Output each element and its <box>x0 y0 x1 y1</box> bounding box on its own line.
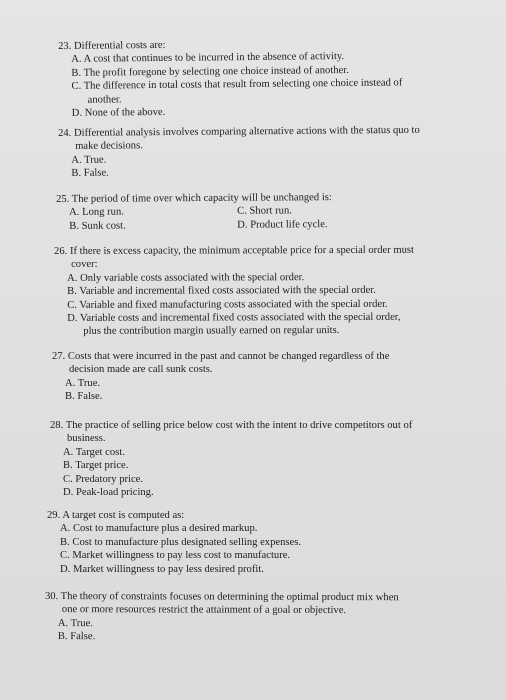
option-a: A. Cost to manufacture plus a desired markup. <box>60 523 258 535</box>
question-stem-continued: one or more resources restrict the attainment of a goal or objective. <box>61 604 347 617</box>
option-b: B. False. <box>57 631 96 643</box>
question-stem: 23. Differential costs are: <box>58 39 166 52</box>
option-d-continued: plus the contribution margin usually earned on regular units. <box>83 325 340 338</box>
option-b: B. Sunk cost. <box>69 220 126 232</box>
question-26 <box>54 244 414 339</box>
question-29 <box>47 509 301 576</box>
option-d: D. Variable costs and incremental fixed costs associated with the special order, <box>67 311 401 324</box>
option-a: A. True. <box>57 617 93 629</box>
question-stem: 25. The period of time over which capacity will be unchanged is: <box>56 192 332 205</box>
option-a: A. Long run. <box>69 206 124 219</box>
option-a: A. True. <box>65 377 101 389</box>
question-25 <box>56 191 332 233</box>
question-stem: 29. A target cost is computed as: <box>47 510 185 521</box>
question-30 <box>45 590 399 645</box>
option-b: B. False. <box>71 167 109 180</box>
option-a: A. Target cost. <box>63 446 125 458</box>
option-a: A. Only variable costs associated with the special order. <box>67 271 305 284</box>
option-c: C. Market willingness to pay less cost to manufacture. <box>60 550 291 562</box>
question-28 <box>50 419 412 499</box>
question-stem-continued: decision made are call sunk costs. <box>69 364 213 376</box>
option-c: C. Variable and fixed manufacturing costs associated with the special order. <box>67 298 388 311</box>
question-stem: 28. The practice of selling price below cost with the intent to drive competitors out of <box>50 420 413 431</box>
question-stem-continued: cover: <box>71 259 98 271</box>
question-stem: 27. Costs that were incurred in the past and cannot be changed regardless of the <box>52 351 390 362</box>
question-stem-continued: business. <box>67 433 106 445</box>
option-a: A. A cost that continues to be incurred in the absence of activity. <box>71 51 345 66</box>
question-stem: 26. If there is excess capacity, the minimum acceptable price for a special order must <box>54 244 415 257</box>
option-c-continued: another. <box>87 93 122 106</box>
option-c: C. The difference in total costs that result from selecting one choice instead of <box>71 77 403 93</box>
option-b: B. Variable and incremental fixed costs associated with the special order. <box>67 285 376 298</box>
question-24 <box>58 124 420 181</box>
option-c: C. Predatory price. <box>63 473 144 485</box>
question-stem-continued: make decisions. <box>75 140 143 153</box>
question-stem: 30. The theory of constraints focuses on determining the optimal product mix when <box>44 591 399 604</box>
question-27 <box>52 350 389 404</box>
option-b: B. Cost to manufacture plus designated selling expenses. <box>60 536 301 548</box>
option-a: A. True. <box>71 154 107 166</box>
question-23 <box>58 36 403 120</box>
option-d: D. Product life cycle. <box>237 218 328 231</box>
option-c: C. Short run. <box>237 205 292 218</box>
option-d: D. Market willingness to pay less desired profit. <box>60 563 264 575</box>
option-b: B. False. <box>65 391 103 403</box>
option-d: D. Peak-load pricing. <box>63 487 154 499</box>
question-stem: 24. Differential analysis involves comparing alternative actions with the status quo to <box>58 124 420 139</box>
option-d: D. None of the above. <box>71 106 166 119</box>
option-b: B. The profit foregone by selecting one choice instead of another. <box>71 64 349 79</box>
option-b: B. Target price. <box>63 460 129 472</box>
